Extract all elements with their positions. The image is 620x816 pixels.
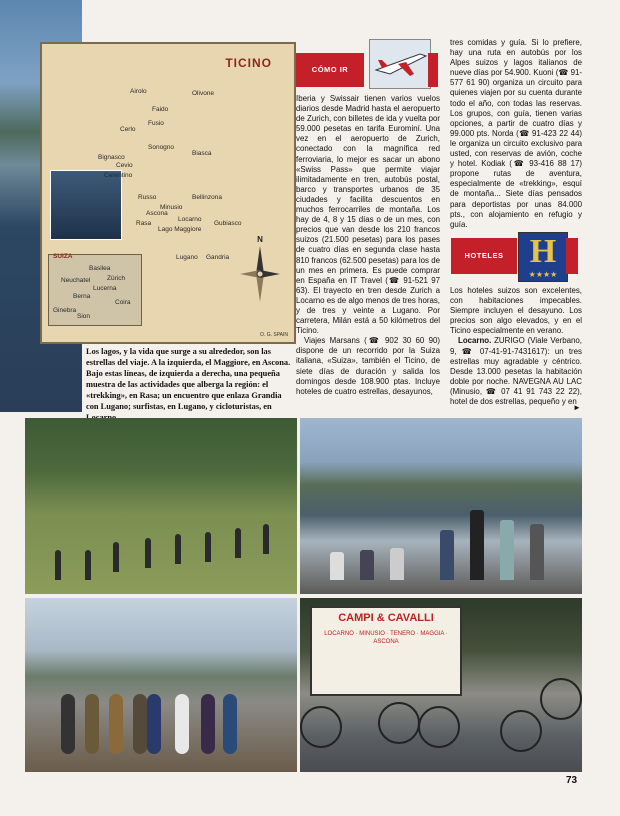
map-place: Rasa xyxy=(136,220,152,227)
inset-place: Berna xyxy=(73,293,91,300)
inset-title: SUIZA xyxy=(53,253,73,260)
switzerland-inset-map xyxy=(48,254,142,326)
accent-bar xyxy=(428,53,438,87)
compass-north-label: N xyxy=(257,235,263,244)
map-place: Lugano xyxy=(176,254,198,261)
hoteles-intro: Los hoteles suizos son excelentes, con habitaciones impecables. Siempre incluyen el desayuno. Los precios son algo elevados, y en el Ticino especialmente en verano. xyxy=(450,286,582,336)
photo-caption: Los lagos, y la vida que surge a su alrededor, son las estrellas del viaje. A la izquierda, el Maggiore, en Ascona. Bajo estas líneas, de izquierda a derecha, una pequeña muestra de las actividades que alberga la región: el «trekking», en Rasa; un encuentro que enlaza Grandia con Lugano; surfistas, en Lugano, y cicloturistas, en xyxy=(86,347,291,411)
map-place: Faido xyxy=(152,106,169,113)
map-place: Bellinzona xyxy=(192,194,222,201)
map-place: Gubiasco xyxy=(214,220,242,227)
map-title: TICINO xyxy=(225,56,272,70)
inset-place: Coira xyxy=(115,299,131,306)
como-ir-continued-text: tres comidas y guía. Si lo prefiere, hay una ruta en autobús por los Alpes suizos y lagos italianos de nueve días por 54.900. Kuoni (☎ 91-577 61 90) organiza un circuito para quienes viajen por su cuenta durante todo el año, con todas las reservas. Los grupos, con guía, tienen varias opciones, a partir de cuatro días y 99.000 pts. Norda (☎ 91-423 22 44) le organiza un circuito exclusivo para usted, con reservas de avión, coche y hotel. Kodiak (☎ 93-416 88 17) propone rutas de aventura, especialmente de «trekking», esquí de montaña... Siete días pensados para deportistas por unas 84.000 pts., con alojamiento en refugio y guía. xyxy=(450,38,582,229)
map-place: Gandria xyxy=(206,254,230,261)
map-place: Bignasco xyxy=(98,154,125,161)
hotel-letter: H xyxy=(529,233,557,270)
hoteles-text xyxy=(450,286,582,407)
shop-sign-subtitle: LOCARNO · MINUSIO · TENERO · MAGGIA · ASCONA xyxy=(324,631,448,645)
map-place: Sonogno xyxy=(148,144,175,151)
map-place: Minusio xyxy=(160,204,183,211)
map-place: Cerlo xyxy=(120,126,136,133)
inset-place: Zürich xyxy=(107,275,126,282)
photo-trekking-rasa xyxy=(25,418,297,594)
map-place: Locarno xyxy=(178,216,202,223)
map-place: Airolo xyxy=(130,88,147,95)
accent-bar xyxy=(566,238,578,274)
inset-place: Lucerna xyxy=(93,285,117,292)
inset-place: Ginebra xyxy=(53,307,77,314)
map-place: Cevio xyxy=(116,162,133,169)
map-place: Cerentino xyxy=(104,172,133,179)
map-place: Fusio xyxy=(148,120,164,127)
map-place: Lago Maggiore xyxy=(158,226,202,233)
photo-surfers-lugano xyxy=(25,598,297,772)
hotel-icon xyxy=(518,232,568,282)
map-place: Russo xyxy=(138,194,157,201)
hoteles-body: ZURIGO (Viale Verbano, 9, ☎ 07-41-91-7431617): un tres estrellas muy agradable y céntrico. Desde 13.000 pesetas la habitación doble por noche. NAVEGNA AU LAC (Minusio, ☎ 07 41 91 743 22 22), hotel de dos estrellas, pequeño y en xyxy=(450,336,582,407)
ticino-map xyxy=(40,42,296,344)
shop-sign-title: CAMPI & CAVALLI xyxy=(338,612,434,624)
inset-place: Basilea xyxy=(89,265,111,272)
como-ir-body-2: Viajes Marsans (☎ 902 30 60 90) dispone de un recorrido por la Suiza italiana, «Suiza», también el Ticino, de siete días de duración y salida los domingos desde 108.900 ptas. Incluye hoteles de cuatro estrellas, desayunos, xyxy=(296,336,440,396)
section-header-como-ir: CÓMO IR xyxy=(296,53,364,87)
map-place: Olivone xyxy=(192,90,215,97)
continue-arrow-icon: ► xyxy=(573,403,581,412)
map-inset-photo xyxy=(50,170,122,240)
map-credit: O. G. SPAIN xyxy=(260,332,288,338)
airplane-icon xyxy=(369,39,431,89)
hotel-stars: ★★★★ xyxy=(528,270,558,279)
inset-place: Sion xyxy=(77,313,91,320)
como-ir-body: Iberia y Swissair tienen varios vuelos diarios desde Madrid hasta el aeropuerto de Zurich, con billetes de ida y vuelta por 59.000 pesetas en tarifa Eurominí. Una vez en el aeropuerto de Zurich, conectado con la magnífica red ferroviaria, lo mejor es sacar un abono «Swiss Pass» que permite viajar ilimitadamente en tren, autobús postal, barco y transportes urbanos de 35 ciudades y facilita descuentos en muchos ferrocarriles de montaña. Los hay de 4, 8 y 15 días o de un mes, con precios que van desde los 210 francos suizos (21.500 pesetas) para los pases de cuatro días en segunda clase hasta 810 francos (62.500 pesetas) para los de un mes en primera. Es puede comprar en España en IT Travel (☎ 91-521 97 63). El trayecto en tren desde Zurich a Locarno es de algo menos de tres horas, y de tres y veinte a Lugano. Por carretera, Milán está a 50 kilómetros del Ticino. xyxy=(296,94,440,336)
map-place: Biasca xyxy=(192,150,212,157)
photo-group-lugano xyxy=(300,418,582,594)
section-header-hoteles: HOTELES xyxy=(451,238,517,274)
compass-rose-icon xyxy=(238,234,282,304)
hoteles-lead: Locarno. xyxy=(458,336,492,346)
map-place: Ascona xyxy=(146,210,168,217)
shop-sign xyxy=(310,606,462,696)
como-ir-text xyxy=(296,94,440,397)
page-number: 73 xyxy=(566,775,578,786)
inset-place: Neuchatel xyxy=(61,277,91,284)
